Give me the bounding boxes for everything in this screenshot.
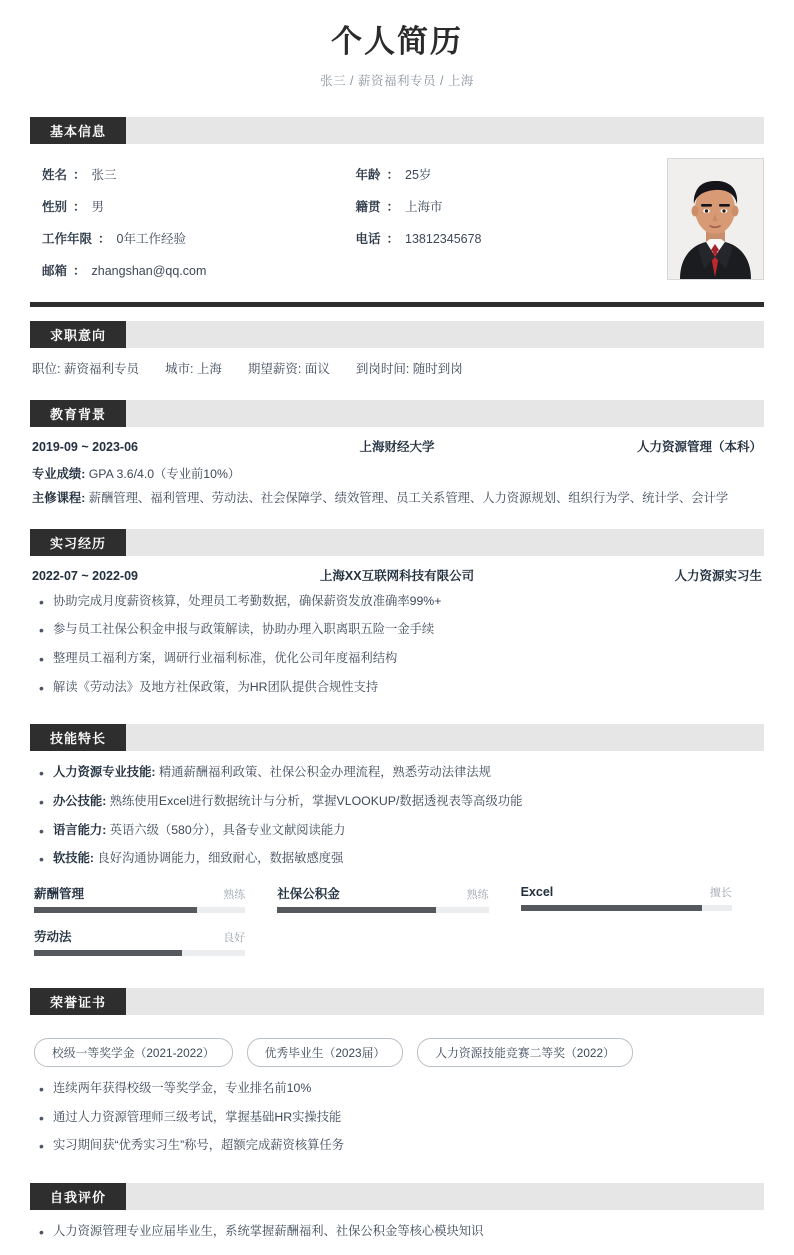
list-item: • 连续两年获得校级一等奖学金，专业排名前10% [32, 1079, 762, 1099]
intent-availability: 到岗时间: 随时到岗 [355, 362, 463, 377]
field-value: 上海市 [405, 200, 443, 215]
list-item: • 解读《劳动法》及地方社保政策，为HR团队提供合规性支持 [32, 678, 762, 698]
field-label: 邮箱 [42, 264, 68, 279]
self-eval-block [30, 1210, 764, 1255]
field-value: 0年工作经验 [116, 232, 186, 247]
skills-block [30, 751, 764, 974]
honor-tag: 校级一等奖学金（2021-2022） [34, 1038, 233, 1067]
skill-label: 人力资源专业技能: [53, 765, 156, 780]
section-header-self-eval [30, 1183, 764, 1210]
basic-info-block [30, 144, 764, 292]
field-label: 年龄 [355, 168, 381, 183]
internship-bullet-list [32, 592, 762, 698]
field-colon: ： [386, 200, 400, 215]
honor-tag-list [32, 1025, 762, 1077]
avatar [667, 158, 764, 280]
field-colon: ： [73, 200, 86, 215]
field-colon: ： [386, 168, 400, 183]
skill-text: 熟练使用Excel进行数据统计与分析，掌握VLOOKUP/数据透视表等高级功能 [106, 794, 523, 809]
field-age [344, 158, 658, 190]
education-gpa-label: 专业成绩: [32, 467, 86, 482]
education-block [30, 427, 764, 514]
education-courses-value: 薪酬管理、福利管理、劳动法、社会保障学、绩效管理、员工关系管理、人力资源规划、组织行为学、统计学、会计学 [85, 491, 729, 506]
skill-bar-header [521, 884, 732, 900]
list-item [32, 763, 762, 783]
skill-text: 精通薪酬福利政策、社保公积金办理流程，熟悉劳动法律法规 [155, 765, 491, 780]
skill-bar-item [275, 884, 518, 927]
intent-city: 城市: 上海 [164, 362, 222, 377]
field-colon: ： [98, 232, 111, 247]
internship-company: 上海XX互联网科技有限公司 [319, 568, 475, 583]
skill-bar-level: 熟练 [466, 889, 489, 902]
internship-role: 人力资源实习生 [674, 568, 762, 583]
field-value: 13812345678 [405, 232, 482, 247]
page-subtitle: 张三 / 薪资福利专员 / 上海 [320, 74, 474, 89]
section-title-education: 教育背景 [30, 400, 126, 427]
resume-header [30, 0, 764, 103]
section-header-basic [30, 117, 764, 144]
field-name [30, 158, 344, 190]
skill-bar-name: 劳动法 [34, 930, 72, 945]
section-bar-filler [126, 988, 764, 1015]
section-bar-filler [126, 117, 764, 144]
section-title-skills: 技能特长 [30, 724, 126, 751]
field-experience [30, 222, 344, 254]
portrait-photo-icon [668, 159, 763, 279]
section-bar-filler [126, 724, 764, 751]
skill-bar-name: Excel [520, 885, 554, 900]
skills-bullet-list [32, 763, 762, 869]
skill-label: 语言能力: [53, 822, 107, 837]
skill-bar-track [34, 907, 245, 913]
section-bar-filler [126, 400, 764, 427]
skill-bar-item [32, 927, 275, 970]
field-hometown [344, 190, 658, 222]
field-label: 性别 [42, 200, 68, 215]
education-gpa-value: GPA 3.6/4.0（专业前10%） [85, 467, 241, 482]
skill-bars [32, 878, 762, 970]
section-header-skills [30, 724, 764, 751]
field-colon: ： [73, 264, 86, 279]
section-bar-filler [126, 321, 764, 348]
field-value: zhangshan@qq.com [91, 264, 207, 279]
job-intent-line [30, 348, 764, 386]
field-colon: ： [386, 232, 400, 247]
skill-bar-header [34, 927, 245, 945]
section-header-education [30, 400, 764, 427]
section-header-intent [30, 321, 764, 348]
skill-bar-fill [34, 950, 182, 956]
skill-label: 软技能: [53, 851, 94, 866]
list-item: • 整理员工福利方案，调研行业福利标准，优化公司年度福利结构 [32, 649, 762, 669]
internship-row [32, 566, 762, 584]
honors-bullet-list [32, 1079, 762, 1156]
skill-bar-fill [277, 907, 435, 913]
list-item: • 协助完成月度薪资核算，处理员工考勤数据，确保薪资发放准确率99%+ [32, 592, 762, 612]
education-gpa-line [32, 463, 762, 486]
section-bar-filler [126, 1183, 764, 1210]
skill-bar-item [32, 884, 275, 927]
internship-date: 2022-07 ~ 2022-09 [32, 568, 138, 583]
skill-bar-fill [34, 907, 197, 913]
list-item [32, 792, 762, 812]
list-item: • 实习期间获“优秀实习生”称号，超额完成薪资核算任务 [32, 1136, 762, 1156]
field-value: 张三 [91, 168, 117, 183]
list-item [32, 849, 762, 869]
field-phone [344, 222, 658, 254]
education-major: 人力资源管理（本科） [636, 440, 762, 455]
field-label: 籍贯 [355, 200, 381, 215]
skill-label: 办公技能: [53, 794, 107, 809]
education-courses-label: 主修课程: [32, 491, 86, 506]
skill-bar-level: 良好 [223, 932, 246, 945]
skill-bar-level: 擅长 [709, 887, 732, 900]
skill-bar-name: 社保公积金 [277, 887, 340, 902]
skill-bar-header [34, 884, 245, 902]
field-value: 25岁 [405, 168, 432, 183]
field-label: 姓名 [42, 168, 68, 183]
field-colon: ： [73, 168, 86, 183]
education-row [32, 437, 762, 455]
skill-bar-header [277, 884, 488, 902]
skill-text: 英语六级（580分），具备专业文献阅读能力 [106, 822, 346, 837]
field-value: 男 [91, 200, 105, 215]
field-gender [30, 190, 344, 222]
section-title-honors: 荣誉证书 [30, 988, 126, 1015]
skill-bar-track [34, 950, 245, 956]
skill-text: 良好沟通协调能力，细致耐心，数据敏感度强 [94, 851, 344, 866]
field-label: 工作年限 [42, 232, 93, 247]
list-item: • 人力资源管理专业应届毕业生，系统掌握薪酬福利、社保公积金等核心模块知识 [32, 1222, 762, 1242]
section-bar-filler [126, 529, 764, 556]
list-item [32, 821, 762, 841]
honor-tag: 优秀毕业生（2023届） [247, 1038, 404, 1067]
basic-info-fields [30, 158, 657, 286]
field-email [30, 254, 344, 286]
honors-block [30, 1015, 764, 1169]
section-header-honors [30, 988, 764, 1015]
skill-bar-fill [521, 905, 703, 911]
section-title-self-eval: 自我评价 [30, 1183, 126, 1210]
field-label: 电话 [355, 232, 381, 247]
skill-bar-level: 熟练 [223, 889, 246, 902]
section-title-intent: 求职意向 [30, 321, 126, 348]
education-date: 2019-09 ~ 2023-06 [32, 440, 138, 455]
skill-bar-track [521, 905, 732, 911]
section-header-internship [30, 529, 764, 556]
skill-bar-name: 薪酬管理 [34, 887, 85, 902]
intent-position: 职位: 薪资福利专员 [32, 362, 139, 377]
self-eval-bullet-list [32, 1222, 762, 1242]
education-school: 上海财经大学 [359, 440, 435, 455]
list-item: • 通过人力资源管理师三级考试，掌握基础HR实操技能 [32, 1108, 762, 1128]
intent-salary: 期望薪资: 面议 [247, 362, 330, 377]
skill-bar-track [277, 907, 488, 913]
list-item: • 参与员工社保公积金申报与政策解读，协助办理入职离职五险一金手续 [32, 620, 762, 640]
skill-bar-item [519, 884, 762, 927]
section-divider [30, 302, 764, 307]
section-title-basic: 基本信息 [30, 117, 126, 144]
internship-block [30, 556, 764, 711]
page-title: 个人简历 [331, 24, 463, 59]
education-courses-line [32, 487, 762, 510]
section-title-internship: 实习经历 [30, 529, 126, 556]
honor-tag: 人力资源技能竞赛二等奖（2022） [417, 1038, 633, 1067]
